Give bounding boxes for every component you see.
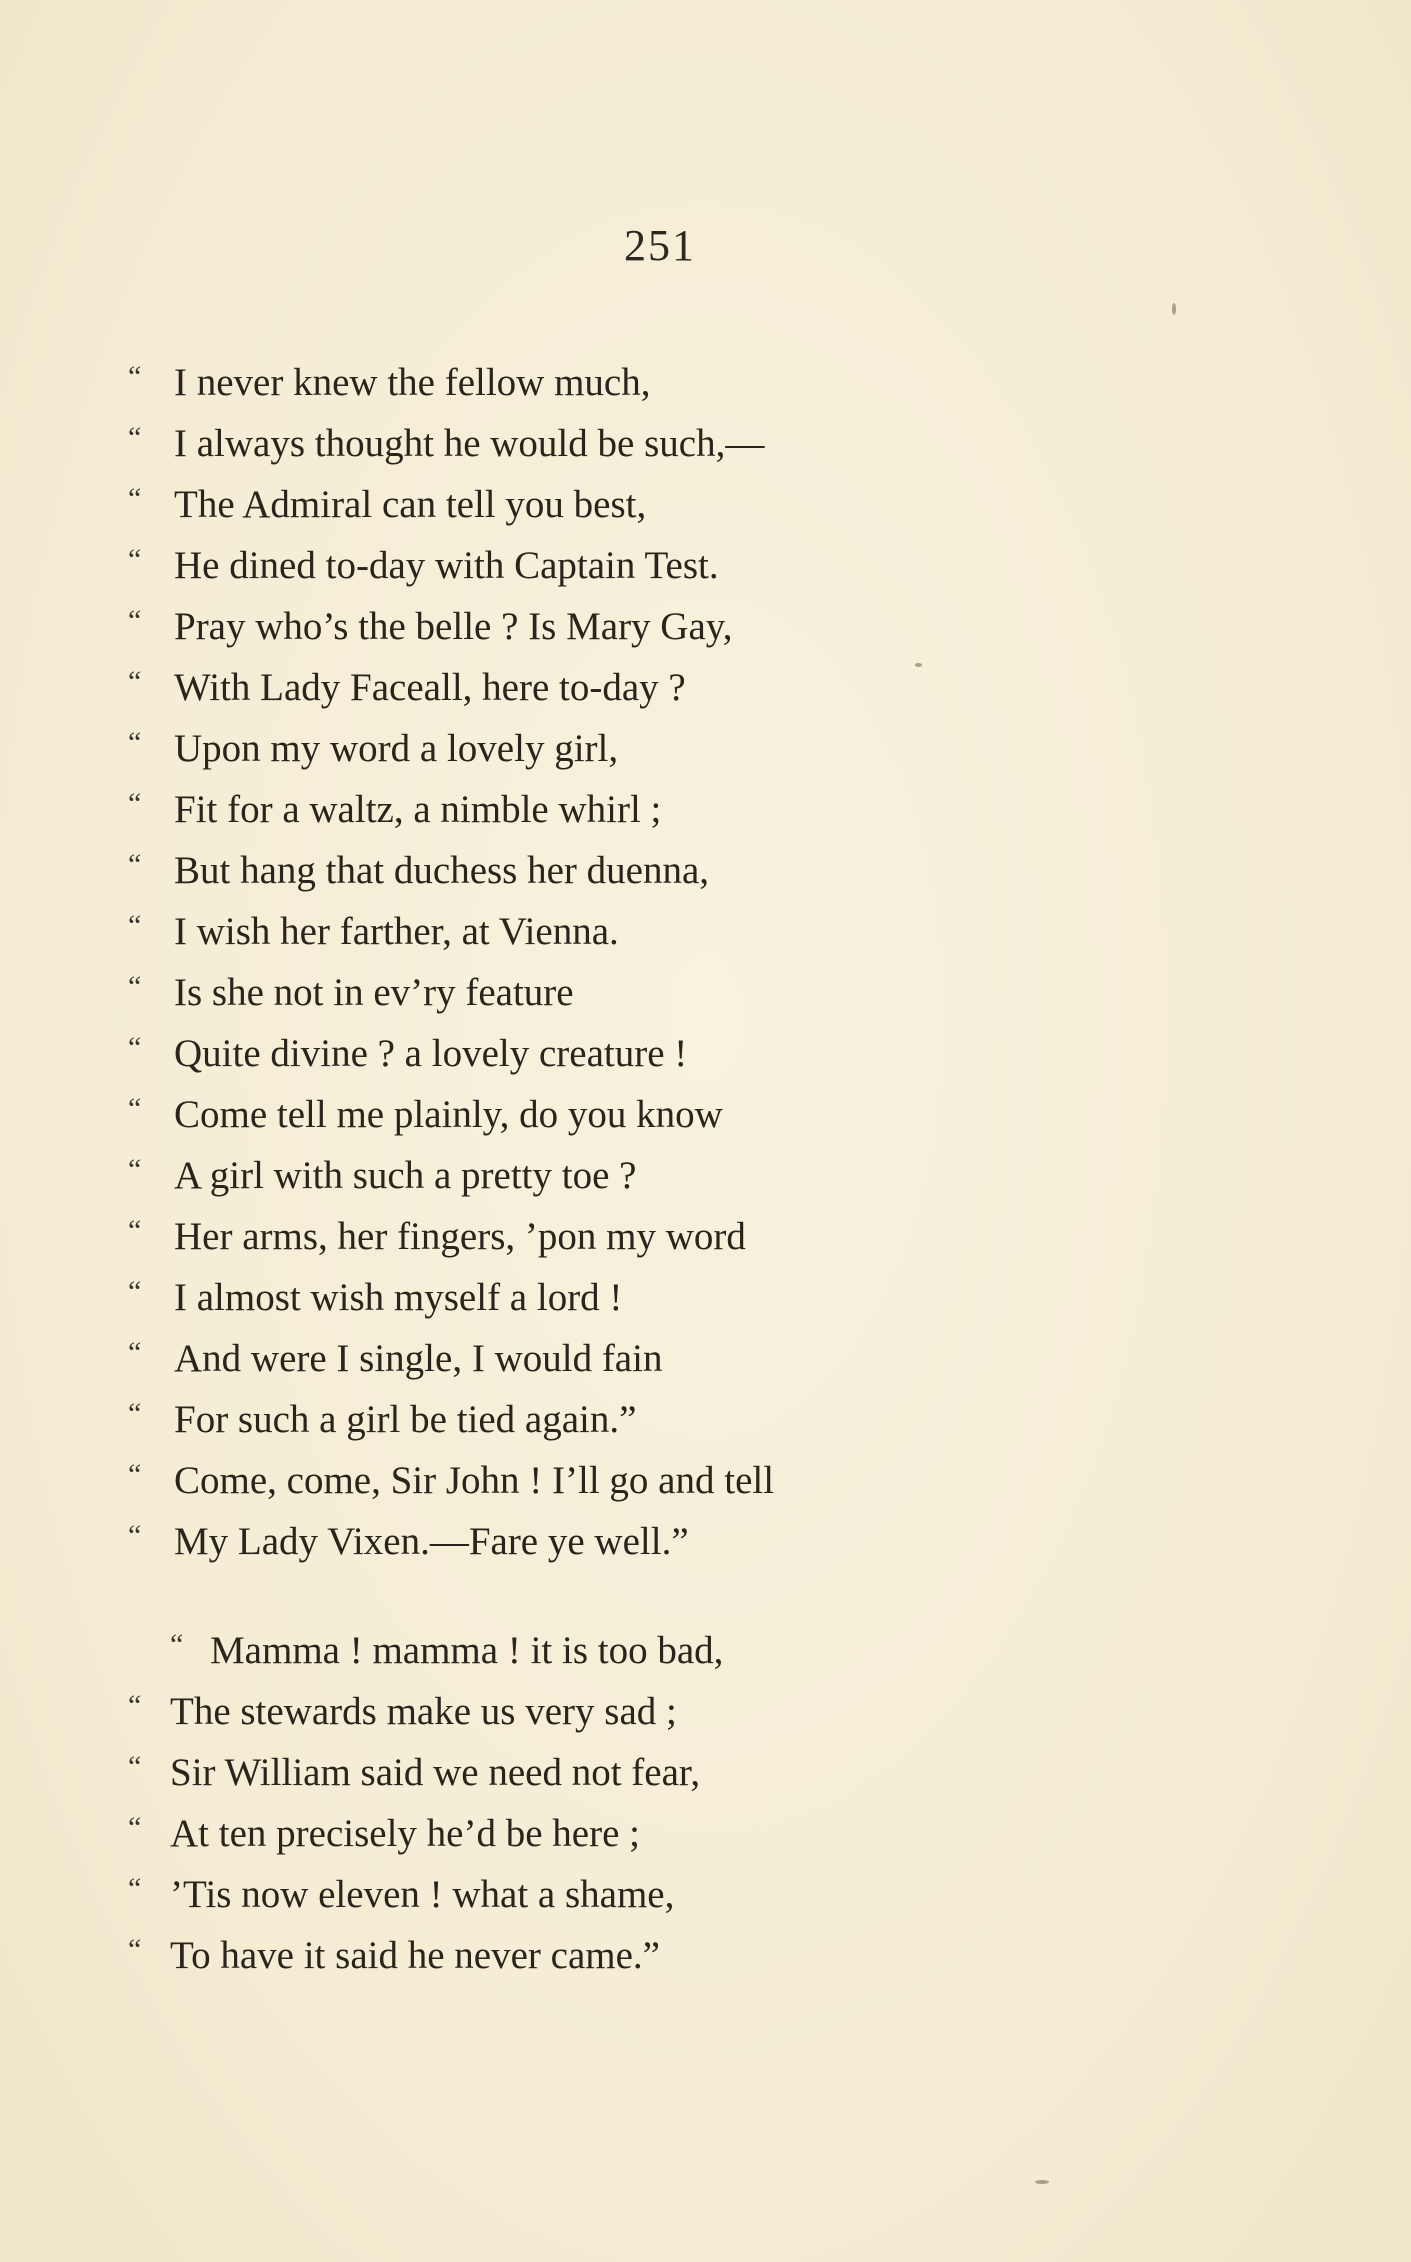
ink-speck (1035, 2180, 1049, 2184)
ink-speck (1172, 303, 1176, 315)
ink-speck (915, 663, 922, 667)
page-number: 251 (624, 221, 696, 270)
book-page: 251 “ I never knew the fellow much, “ I always thought he would be such,— “ The Admiral can tell you best, “ He dined to-day with Captain Test. “ Pray who’s the belle ? Is Mary Gay, “ With Lady Faceall, here to-day ? “ Upon my word a lovely girl, “ Fit for a waltz, a nimble whirl ; “ But hang that duchess her duenna, “ I wish her farther, at Vienna. “ Is she not in ev’ry feature “ Quite divine ? a lovely creature ! “ Come tell me plainly, do you know “ A girl with such a pretty toe ? “ Her arms, her fingers, ’pon my word “ I almost wish myself a lord ! “ And were I single, I would fain “ For such a girl be tied again.” “ Come, come, Sir John ! I’ll go and tell “ My Lady Vixen.—Fare ye well.” “ Mamma ! mamma ! it is too bad, “ The stewards make us very sad ; “ Sir William said we need not fear, “ At ten precisely he’d be here ; “ ’Tis now eleven ! what a shame, “ To have it said he never came.” (0, 0, 1411, 2262)
